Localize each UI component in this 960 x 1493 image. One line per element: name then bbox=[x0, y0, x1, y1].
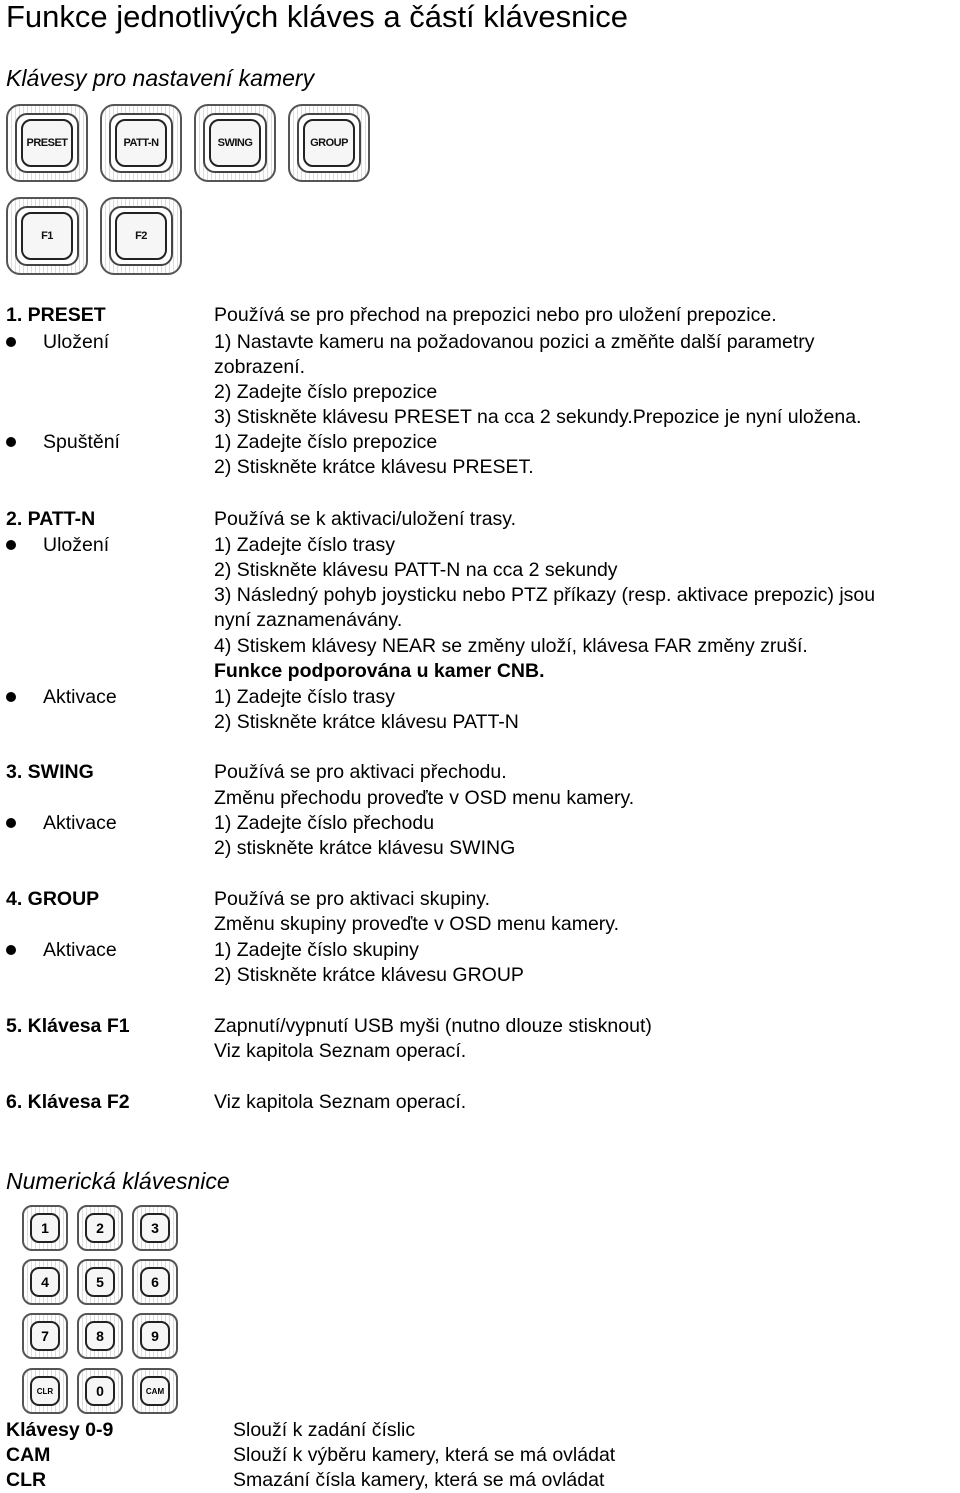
group-desc: Změnu skupiny proveďte v OSD menu kamery. bbox=[214, 913, 620, 935]
f1-key: F1 bbox=[6, 197, 88, 275]
bullet bbox=[6, 818, 16, 828]
group-aktivace-label: Aktivace bbox=[43, 939, 117, 961]
bullet bbox=[6, 437, 16, 447]
pattn-label: 2. PATT-N bbox=[6, 508, 96, 530]
preset-spusteni-line: 1) Zadejte číslo prepozice bbox=[214, 431, 438, 453]
f2-key: F2 bbox=[100, 197, 182, 275]
pattn-aktivace-line: 1) Zadejte číslo trasy bbox=[214, 686, 395, 708]
swing-aktivace-line: 2) stiskněte krátce klávesu SWING bbox=[214, 837, 516, 859]
group-aktivace-line: 2) Stiskněte krátce klávesu GROUP bbox=[214, 964, 524, 986]
legend-desc-clr: Smazání čísla kamery, která se má ovládat bbox=[233, 1469, 605, 1491]
swing-desc: Změnu přechodu proveďte v OSD menu kamery. bbox=[214, 787, 635, 809]
swing-desc: Používá se pro aktivaci přechodu. bbox=[214, 761, 507, 783]
group-label: 4. GROUP bbox=[6, 888, 100, 910]
key-4: 4 bbox=[22, 1259, 68, 1305]
f1-desc: Viz kapitola Seznam operací. bbox=[214, 1040, 467, 1062]
preset-spusteni-line: 2) Stiskněte krátce klávesu PRESET. bbox=[214, 456, 534, 478]
preset-label: 1. PRESET bbox=[6, 304, 106, 326]
pattn-ulozeni-line: 3) Následný pohyb joysticku nebo PTZ příkazy (resp. aktivace prepozic) jsou bbox=[214, 584, 876, 606]
pattn-aktivace-label: Aktivace bbox=[43, 686, 117, 708]
preset-key: PRESET bbox=[6, 104, 88, 182]
preset-desc: Používá se pro přechod na prepozici nebo pro uložení prepozice. bbox=[214, 304, 777, 326]
pattn-note: Funkce podporována u kamer CNB. bbox=[214, 660, 545, 682]
pattn-ulozeni-line: 1) Zadejte číslo trasy bbox=[214, 534, 395, 556]
bullet bbox=[6, 540, 16, 550]
bullet bbox=[6, 692, 16, 702]
key-2: 2 bbox=[77, 1205, 123, 1251]
preset-spusteni-label: Spuštění bbox=[43, 431, 120, 453]
legend-key-clr: CLR bbox=[6, 1469, 47, 1491]
pattn-desc: Používá se k aktivaci/uložení trasy. bbox=[214, 508, 517, 530]
swing-key: SWING bbox=[194, 104, 276, 182]
group-desc: Používá se pro aktivaci skupiny. bbox=[214, 888, 491, 910]
numeric-keypad-heading: Numerická klávesnice bbox=[6, 1168, 230, 1194]
key-9: 9 bbox=[132, 1313, 178, 1359]
legend-desc-digits: Slouží k zadání číslic bbox=[233, 1419, 416, 1441]
key-8: 8 bbox=[77, 1313, 123, 1359]
key-1: 1 bbox=[22, 1205, 68, 1251]
legend-key-cam: CAM bbox=[6, 1444, 51, 1466]
pattn-ulozeni-line: 2) Stiskněte klávesu PATT-N na cca 2 sekundy bbox=[214, 559, 618, 581]
swing-aktivace-line: 1) Zadejte číslo přechodu bbox=[214, 812, 435, 834]
key-7: 7 bbox=[22, 1313, 68, 1359]
key-cam: CAM bbox=[132, 1368, 178, 1414]
swing-aktivace-label: Aktivace bbox=[43, 812, 117, 834]
key-6: 6 bbox=[132, 1259, 178, 1305]
bullet bbox=[6, 945, 16, 955]
pattn-ulozeni-label: Uložení bbox=[43, 534, 110, 556]
swing-label: 3. SWING bbox=[6, 761, 94, 783]
pattn-aktivace-line: 2) Stiskněte krátce klávesu PATT-N bbox=[214, 711, 519, 733]
f1-label: 5. Klávesa F1 bbox=[6, 1015, 130, 1037]
patt-n-key: PATT-N bbox=[100, 104, 182, 182]
bullet bbox=[6, 337, 16, 347]
f2-label: 6. Klávesa F2 bbox=[6, 1091, 130, 1113]
preset-ulozeni-line: zobrazení. bbox=[214, 356, 306, 378]
key-5: 5 bbox=[77, 1259, 123, 1305]
legend-key-digits: Klávesy 0-9 bbox=[6, 1419, 114, 1441]
pattn-ulozeni-line: 4) Stiskem klávesy NEAR se změny uloží, klávesa FAR změny zruší. bbox=[214, 635, 808, 657]
f2-desc: Viz kapitola Seznam operací. bbox=[214, 1091, 467, 1113]
group-aktivace-line: 1) Zadejte číslo skupiny bbox=[214, 939, 419, 961]
f1-desc: Zapnutí/vypnutí USB myši (nutno dlouze stisknout) bbox=[214, 1015, 652, 1037]
preset-ulozeni-line: 1) Nastavte kameru na požadovanou pozici a změňte další parametry bbox=[214, 331, 815, 353]
key-3: 3 bbox=[132, 1205, 178, 1251]
key-0: 0 bbox=[77, 1368, 123, 1414]
page-title: Funkce jednotlivých kláves a částí klávesnice bbox=[6, 0, 629, 34]
legend-desc-cam: Slouží k výběru kamery, která se má ovládat bbox=[233, 1444, 616, 1466]
group-key: GROUP bbox=[288, 104, 370, 182]
preset-ulozeni-line: 3) Stiskněte klávesu PRESET na cca 2 sekundy.Prepozice je nyní uložena. bbox=[214, 406, 862, 428]
preset-ulozeni-label: Uložení bbox=[43, 331, 110, 353]
camera-keys-heading: Klávesy pro nastavení kamery bbox=[6, 65, 315, 91]
preset-ulozeni-line: 2) Zadejte číslo prepozice bbox=[214, 381, 438, 403]
key-clr: CLR bbox=[22, 1368, 68, 1414]
pattn-ulozeni-line: nyní zaznamenávány. bbox=[214, 609, 403, 631]
